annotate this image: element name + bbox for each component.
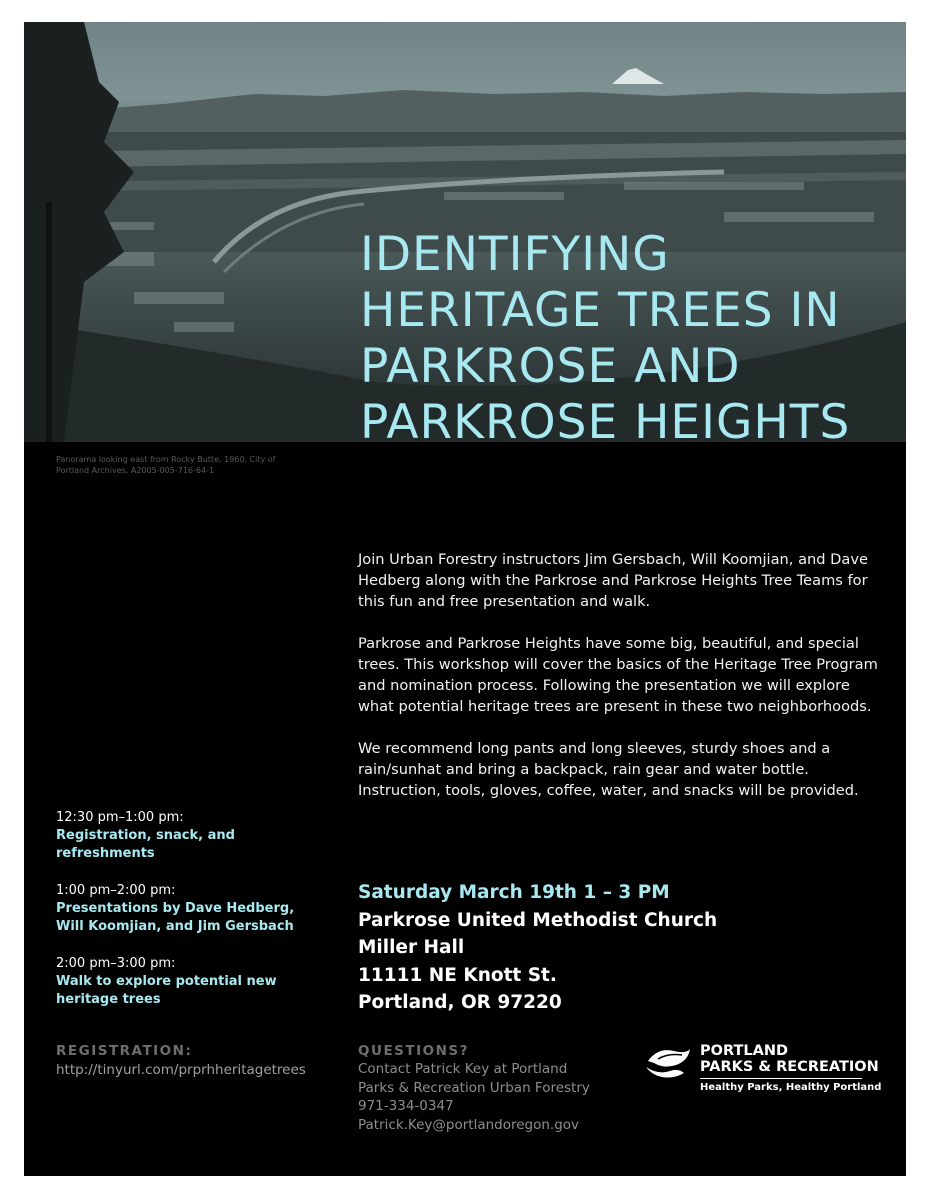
- event-city: Portland, OR 97220: [358, 992, 562, 1013]
- description: [358, 549, 878, 822]
- questions-contact: Parks & Recreation Urban Forestry: [358, 1079, 590, 1096]
- description-paragraph: Join Urban Forestry instructors Jim Gersbach, Will Koomjian, and Dave Hedberg along with the Parkrose and Parkrose Heights Tree Teams for this fun and free presentation and walk.: [358, 551, 868, 610]
- schedule-time: 1:00 pm–2:00 pm:: [56, 883, 176, 898]
- questions: [358, 1042, 658, 1134]
- questions-email[interactable]: Patrick.Key@portlandoregon.gov: [358, 1116, 580, 1133]
- schedule: [56, 809, 326, 1028]
- schedule-description: Walk to explore potential new heritage trees: [56, 974, 277, 1007]
- schedule-item: [56, 809, 326, 863]
- photo-caption: Panorama looking east from Rocky Butte, 1960, City of Portland Archives, A2005-005-716-64-1: [56, 455, 276, 475]
- event-venue: Parkrose United Methodist Church: [358, 909, 718, 931]
- registration-link[interactable]: http://tinyurl.com/prprhheritagetrees: [56, 1062, 306, 1078]
- registration-label: REGISTRATION:: [56, 1043, 193, 1059]
- schedule-time: 2:00 pm–3:00 pm:: [56, 956, 176, 971]
- logo-tagline: Healthy Parks, Healthy Portland: [700, 1082, 882, 1093]
- registration: [56, 1042, 356, 1080]
- flyer: [24, 22, 906, 1176]
- schedule-time: 12:30 pm–1:00 pm:: [56, 810, 184, 825]
- logo-divider: [700, 1078, 862, 1079]
- event-title: IDENTIFYING HERITAGE TREES IN PARKROSE AND PARKROSE HEIGHTS: [360, 227, 851, 450]
- schedule-item: [56, 882, 326, 936]
- questions-phone[interactable]: 971-334-0347: [358, 1098, 454, 1114]
- event-hall: Miller Hall: [358, 937, 465, 958]
- logo-name: [700, 1043, 879, 1075]
- event-details: [358, 879, 778, 1017]
- questions-contact: Contact Patrick Key at Portland: [358, 1061, 568, 1077]
- description-paragraph: Parkrose and Parkrose Heights have some big, beautiful, and special trees. This workshop will cover the basics of the Heritage Tree Program and nomination process. Following the presentation we will explore what potential heritage trees are present in these two neighborhoods.: [358, 635, 878, 715]
- logo-line2: PARKS & RECREATION: [700, 1059, 879, 1075]
- logo-line1: PORTLAND: [700, 1043, 788, 1059]
- portland-parks-logo: [644, 1041, 894, 1101]
- description-paragraph: We recommend long pants and long sleeves, sturdy shoes and a rain/sunhat and bring a backpack, rain gear and water bottle. Instruction, tools, gloves, coffee, water, and snacks will be provided.: [358, 740, 859, 799]
- schedule-item: [56, 955, 326, 1009]
- schedule-description: Registration, snack, and refreshments: [56, 828, 235, 861]
- leaf-hands-icon: [644, 1045, 694, 1079]
- event-street: 11111 NE Knott St.: [358, 964, 557, 986]
- schedule-description: Presentations by Dave Hedberg, Will Koomjian, and Jim Gersbach: [56, 901, 295, 934]
- event-date: Saturday March 19th 1 – 3 PM: [358, 882, 670, 903]
- questions-label: QUESTIONS?: [358, 1043, 469, 1059]
